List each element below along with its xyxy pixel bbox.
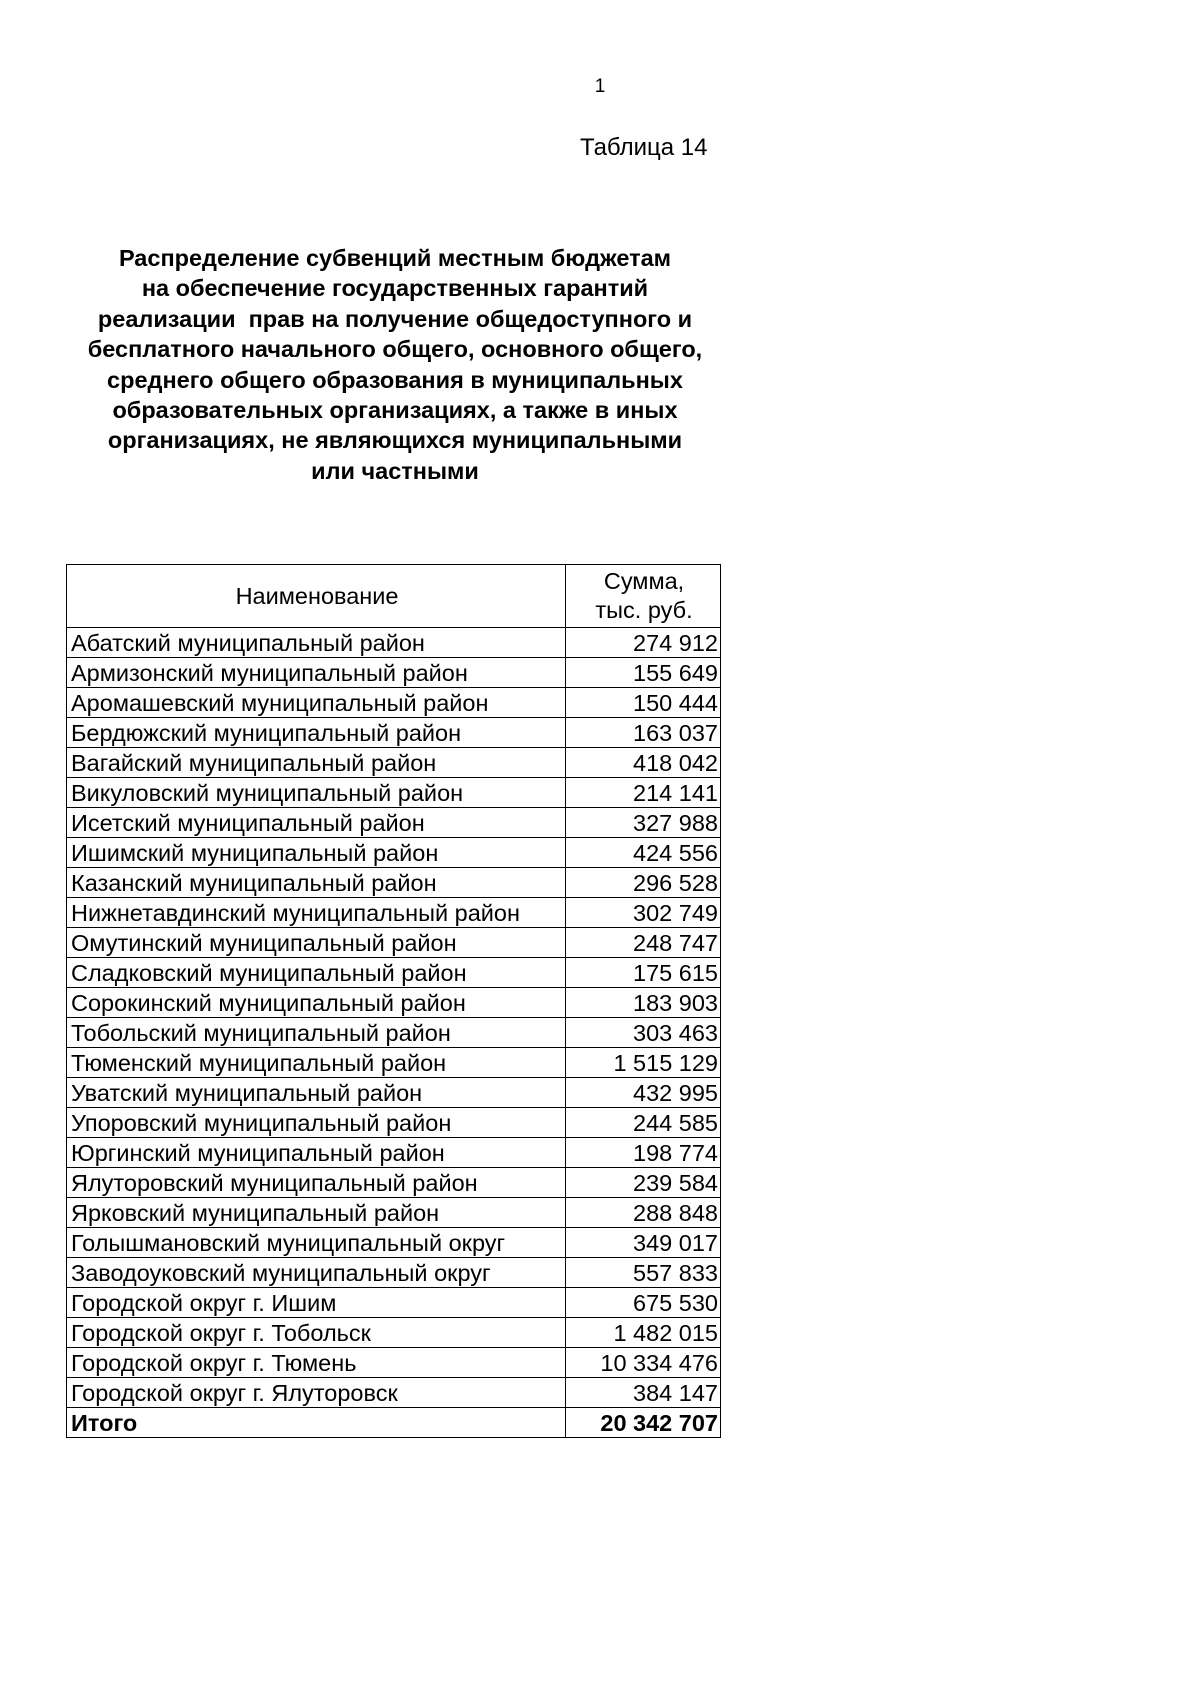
row-name: Вагайский муниципальный район <box>67 748 566 778</box>
row-sum: 384 147 <box>566 1378 721 1408</box>
title-line: Распределение субвенций местным бюджетам <box>118 245 672 271</box>
title-line: среднего общего образования в муниципальных <box>107 366 683 393</box>
table-label: Таблица 14 <box>580 134 708 161</box>
table-row <box>67 1078 721 1108</box>
row-name: Нижнетавдинский муниципальный район <box>67 898 566 928</box>
row-sum: 175 615 <box>566 958 721 988</box>
table-row <box>67 1288 721 1318</box>
row-sum: 288 848 <box>566 1198 721 1228</box>
table-row <box>67 1198 721 1228</box>
row-sum: 327 988 <box>566 808 721 838</box>
row-name: Городской округ г. Тюмень <box>67 1348 566 1378</box>
table-row <box>67 1258 721 1288</box>
table-row <box>67 748 721 778</box>
row-name: Бердюжский муниципальный район <box>67 718 566 748</box>
row-sum: 1 482 015 <box>566 1318 721 1348</box>
table-row <box>67 1168 721 1198</box>
row-sum: 424 556 <box>566 838 721 868</box>
document-title <box>60 243 730 486</box>
row-sum: 274 912 <box>566 628 721 658</box>
row-name: Ялуторовский муниципальный район <box>67 1168 566 1198</box>
row-name: Ярковский муниципальный район <box>67 1198 566 1228</box>
row-sum: 675 530 <box>566 1288 721 1318</box>
table-row <box>67 658 721 688</box>
header-name: Наименование <box>67 565 566 628</box>
row-name: Упоровский муниципальный район <box>67 1108 566 1138</box>
row-name: Тобольский муниципальный район <box>67 1018 566 1048</box>
row-name: Сладковский муниципальный район <box>67 958 566 988</box>
row-name: Аромашевский муниципальный район <box>67 688 566 718</box>
row-name: Абатский муниципальный район <box>67 628 566 658</box>
title-line: на обеспечение государственных гарантий <box>141 275 649 302</box>
subvention-table <box>66 564 721 1438</box>
table-row <box>67 718 721 748</box>
table-row <box>67 1018 721 1048</box>
row-sum: 303 463 <box>566 1018 721 1048</box>
row-name: Городской округ г. Тобольск <box>67 1318 566 1348</box>
row-name: Казанский муниципальный район <box>67 868 566 898</box>
row-name: Голышмановский муниципальный округ <box>67 1228 566 1258</box>
table-row <box>67 838 721 868</box>
header-sum <box>566 565 721 628</box>
header-sum-line2: тыс. руб. <box>595 597 693 623</box>
table-row <box>67 1348 721 1378</box>
row-sum: 163 037 <box>566 718 721 748</box>
header-sum-line1: Сумма, <box>603 568 685 594</box>
row-name: Городской округ г. Ялуторовск <box>67 1378 566 1408</box>
table-row <box>67 868 721 898</box>
total-sum: 20 342 707 <box>566 1408 721 1438</box>
row-sum: 248 747 <box>566 928 721 958</box>
row-sum: 302 749 <box>566 898 721 928</box>
table-row <box>67 778 721 808</box>
row-name: Ишимский муниципальный район <box>67 838 566 868</box>
row-sum: 183 903 <box>566 988 721 1018</box>
row-name: Тюменский муниципальный район <box>67 1048 566 1078</box>
table-row <box>67 688 721 718</box>
title-line: образовательных организациях, а также в иных <box>112 397 678 424</box>
row-sum: 244 585 <box>566 1108 721 1138</box>
title-line: бесплатного начального общего, основного общего, <box>87 336 703 363</box>
table-row <box>67 898 721 928</box>
table-row <box>67 1108 721 1138</box>
row-name: Омутинский муниципальный район <box>67 928 566 958</box>
total-label: Итого <box>67 1408 566 1438</box>
row-sum: 432 995 <box>566 1078 721 1108</box>
table-row <box>67 1318 721 1348</box>
row-sum: 296 528 <box>566 868 721 898</box>
row-sum: 214 141 <box>566 778 721 808</box>
row-name: Юргинский муниципальный район <box>67 1138 566 1168</box>
row-name: Уватский муниципальный район <box>67 1078 566 1108</box>
row-sum: 155 649 <box>566 658 721 688</box>
title-line: или частными <box>311 457 479 484</box>
row-sum: 1 515 129 <box>566 1048 721 1078</box>
table-row <box>67 1048 721 1078</box>
table-row <box>67 1378 721 1408</box>
row-name: Заводоуковский муниципальный округ <box>67 1258 566 1288</box>
row-name: Викуловский муниципальный район <box>67 778 566 808</box>
row-name: Армизонский муниципальный район <box>67 658 566 688</box>
table-header-row <box>67 565 721 628</box>
total-row <box>67 1408 721 1438</box>
table-row <box>67 808 721 838</box>
row-sum: 349 017 <box>566 1228 721 1258</box>
row-sum: 239 584 <box>566 1168 721 1198</box>
row-sum: 418 042 <box>566 748 721 778</box>
page-number: 1 <box>594 76 606 97</box>
table-body <box>67 628 721 1438</box>
title-line: организациях, не являющихся муниципальными <box>107 427 683 454</box>
table-row <box>67 628 721 658</box>
table-row <box>67 1228 721 1258</box>
row-name: Исетский муниципальный район <box>67 808 566 838</box>
row-sum: 198 774 <box>566 1138 721 1168</box>
table-row <box>67 928 721 958</box>
title-line: реализации прав на получение общедоступного и <box>97 305 693 332</box>
table-row <box>67 958 721 988</box>
row-sum: 10 334 476 <box>566 1348 721 1378</box>
row-sum: 150 444 <box>566 688 721 718</box>
table-row <box>67 1138 721 1168</box>
table-row <box>67 988 721 1018</box>
row-sum: 557 833 <box>566 1258 721 1288</box>
row-name: Сорокинский муниципальный район <box>67 988 566 1018</box>
row-name: Городской округ г. Ишим <box>67 1288 566 1318</box>
